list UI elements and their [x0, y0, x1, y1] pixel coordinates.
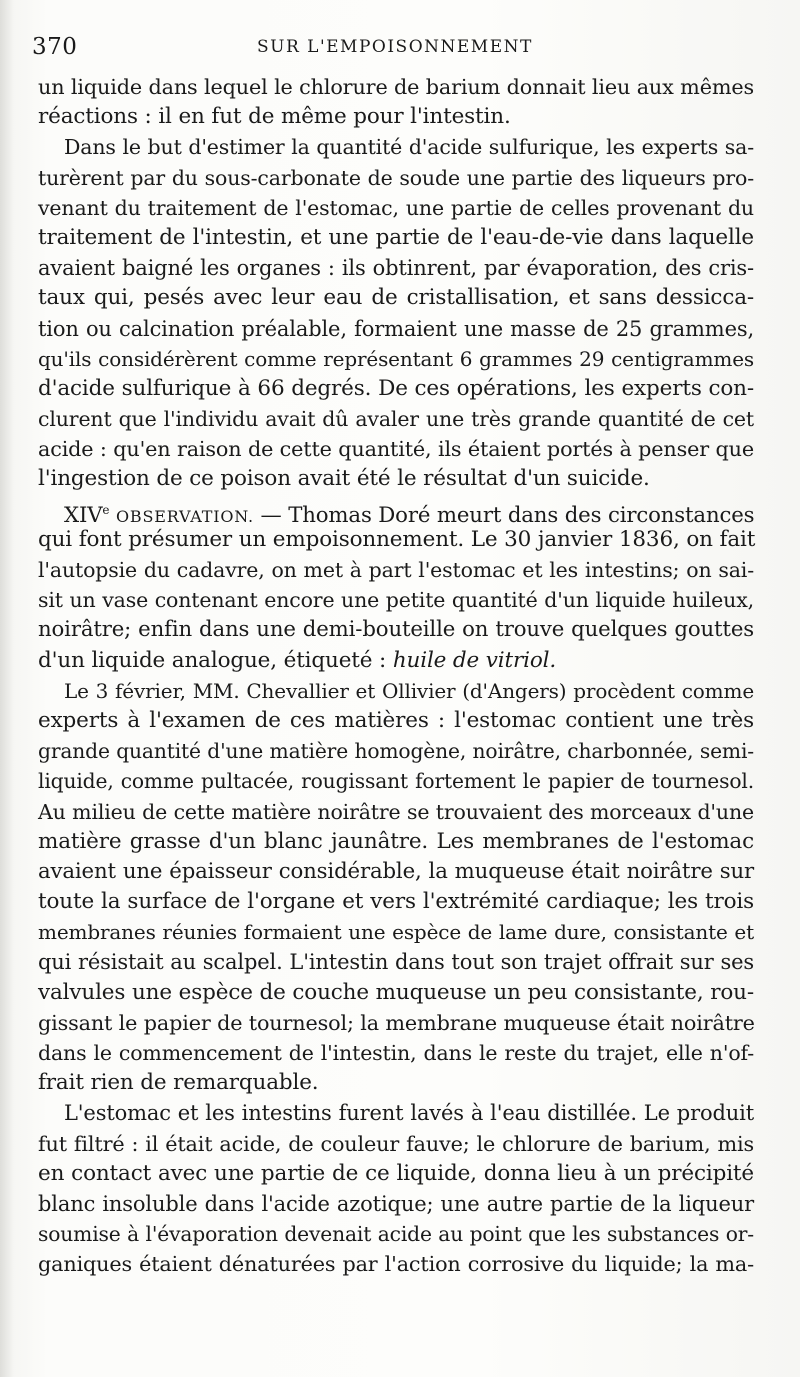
- text-segment: d'un liquide analogue, étiqueté :: [38, 647, 393, 673]
- text-line: [38, 646, 754, 676]
- text-line: venant du traitement de l'estomac, une partie de celles provenant du: [38, 195, 754, 220]
- text-line: en contact avec une partie de ce liquide, donna lieu à un précipité: [38, 1160, 754, 1186]
- paragraph-sulfuric-estimate: [38, 132, 754, 494]
- text-line: sit un vase contenant encore une petite quantité d'un liquide huileux,: [38, 588, 754, 613]
- paragraph-observation-xiv: [38, 495, 754, 676]
- text-line: Le 3 février, MM. Chevallier et Ollivier (d'Angers) procèdent comme: [64, 678, 754, 703]
- text-line: toute la surface de l'organe et vers l'extrémité cardiaque; les trois: [38, 889, 754, 915]
- text-line: Au milieu de cette matière noirâtre se trouvaient des morceaux d'une: [38, 799, 754, 824]
- paragraph-examination: [38, 676, 754, 1099]
- text-line: tion ou calcination préalable, formaient une masse de 25 grammes,: [38, 316, 754, 341]
- text-line: un liquide dans lequel le chlorure de barium donnait lieu aux mêmes: [38, 75, 754, 99]
- text-line: membranes réunies formaient une espèce de lame dure, consistante et: [38, 920, 754, 945]
- text-line: acide : qu'en raison de cette quantité, ils étaient portés à penser que: [38, 437, 754, 462]
- text-line: réactions : il en fut de même pour l'intestin.: [38, 104, 511, 130]
- text-line: ganiques étaient dénaturées par l'action corrosive du liquide; la ma-: [38, 1252, 754, 1277]
- text-line: qui résistait au scalpel. L'intestin dans tout son trajet offrait sur ses: [38, 950, 754, 975]
- text-line: d'acide sulfurique à 66 degrés. De ces opérations, les experts con-: [38, 375, 754, 401]
- page-header: [32, 34, 752, 64]
- text-line: avaient baigné les organes : ils obtinrent, par évaporation, des cris-: [38, 256, 754, 281]
- text-line: l'ingestion de ce poison avait été le résultat d'un suicide.: [38, 466, 650, 492]
- paragraph-continuation: [38, 72, 754, 132]
- text-line: dans le commencement de l'intestin, dans le reste du trajet, elle n'of-: [38, 1041, 754, 1065]
- text-line: traitement de l'intestin, et une partie de l'eau-de-vie dans laquelle: [38, 224, 754, 250]
- text-line: taux qui, pesés avec leur eau de cristallisation, et sans dessicca-: [38, 285, 754, 311]
- text-line: turèrent par du sous-carbonate de soude une partie des liqueurs pro-: [38, 165, 754, 190]
- observation-label: OBSERVATION.: [115, 506, 254, 526]
- text-line: avaient une épaisseur considérable, la muqueuse était noirâtre sur: [38, 858, 754, 884]
- text-line: gissant le papier de tournesol; la membrane muqueuse était noirâtre: [38, 1010, 755, 1035]
- observation-number-suffix: e: [102, 502, 110, 517]
- body-text: [38, 72, 754, 1280]
- observation-number: XIV: [64, 502, 103, 528]
- text-line: liquide, comme pultacée, rougissant fortement le papier de tournesol.: [38, 769, 754, 794]
- text-line: valvules une espèce de couche muqueuse un peu consistante, rou-: [38, 979, 754, 1005]
- observation-heading-line: [38, 495, 755, 528]
- italic-label-text: huile de vitriol.: [392, 647, 557, 673]
- text-line: grande quantité d'une matière homogène, noirâtre, charbonnée, semi-: [38, 739, 754, 764]
- text-line: blanc insoluble dans l'acide azotique; une autre partie de la liqueur: [38, 1191, 754, 1216]
- text-line: l'autopsie du cadavre, on met à part l'estomac et les intestins; on sai-: [38, 558, 754, 582]
- text-line: matière grasse d'un blanc jaunâtre. Les membranes de l'estomac: [38, 828, 754, 854]
- text-line: frait rien de remarquable.: [38, 1070, 319, 1096]
- page-edge-shadow: [0, 0, 14, 1377]
- text-line: experts à l'examen de ces matières : l'estomac contient une très: [38, 707, 754, 733]
- observation-first-line-text: — Thomas Doré meurt dans des circonstances: [253, 502, 755, 528]
- text-line: soumise à l'évaporation devenait acide au point que les substances or-: [38, 1222, 754, 1247]
- text-line: noirâtre; enfin dans une demi-bouteille on trouve quelques gouttes: [38, 617, 754, 643]
- text-line: Dans le but d'estimer la quantité d'acide sulfurique, les experts sa-: [64, 135, 754, 160]
- text-line: fut filtré : il était acide, de couleur fauve; le chlorure de barium, mis: [38, 1131, 754, 1156]
- paragraph-washing: [38, 1098, 754, 1279]
- running-head: SUR L'EMPOISONNEMENT: [257, 37, 533, 57]
- page-number: 370: [32, 34, 78, 60]
- text-line: qu'ils considérèrent comme représentant 6 grammes 29 centigrammes: [38, 346, 754, 371]
- text-line: L'estomac et les intestins furent lavés à l'eau distillée. Le produit: [64, 1101, 754, 1126]
- text-line: qui font présumer un empoisonnement. Le 30 janvier 1836, on fait: [38, 526, 756, 552]
- text-line: clurent que l'individu avait dû avaler une très grande quantité de cet: [38, 407, 754, 432]
